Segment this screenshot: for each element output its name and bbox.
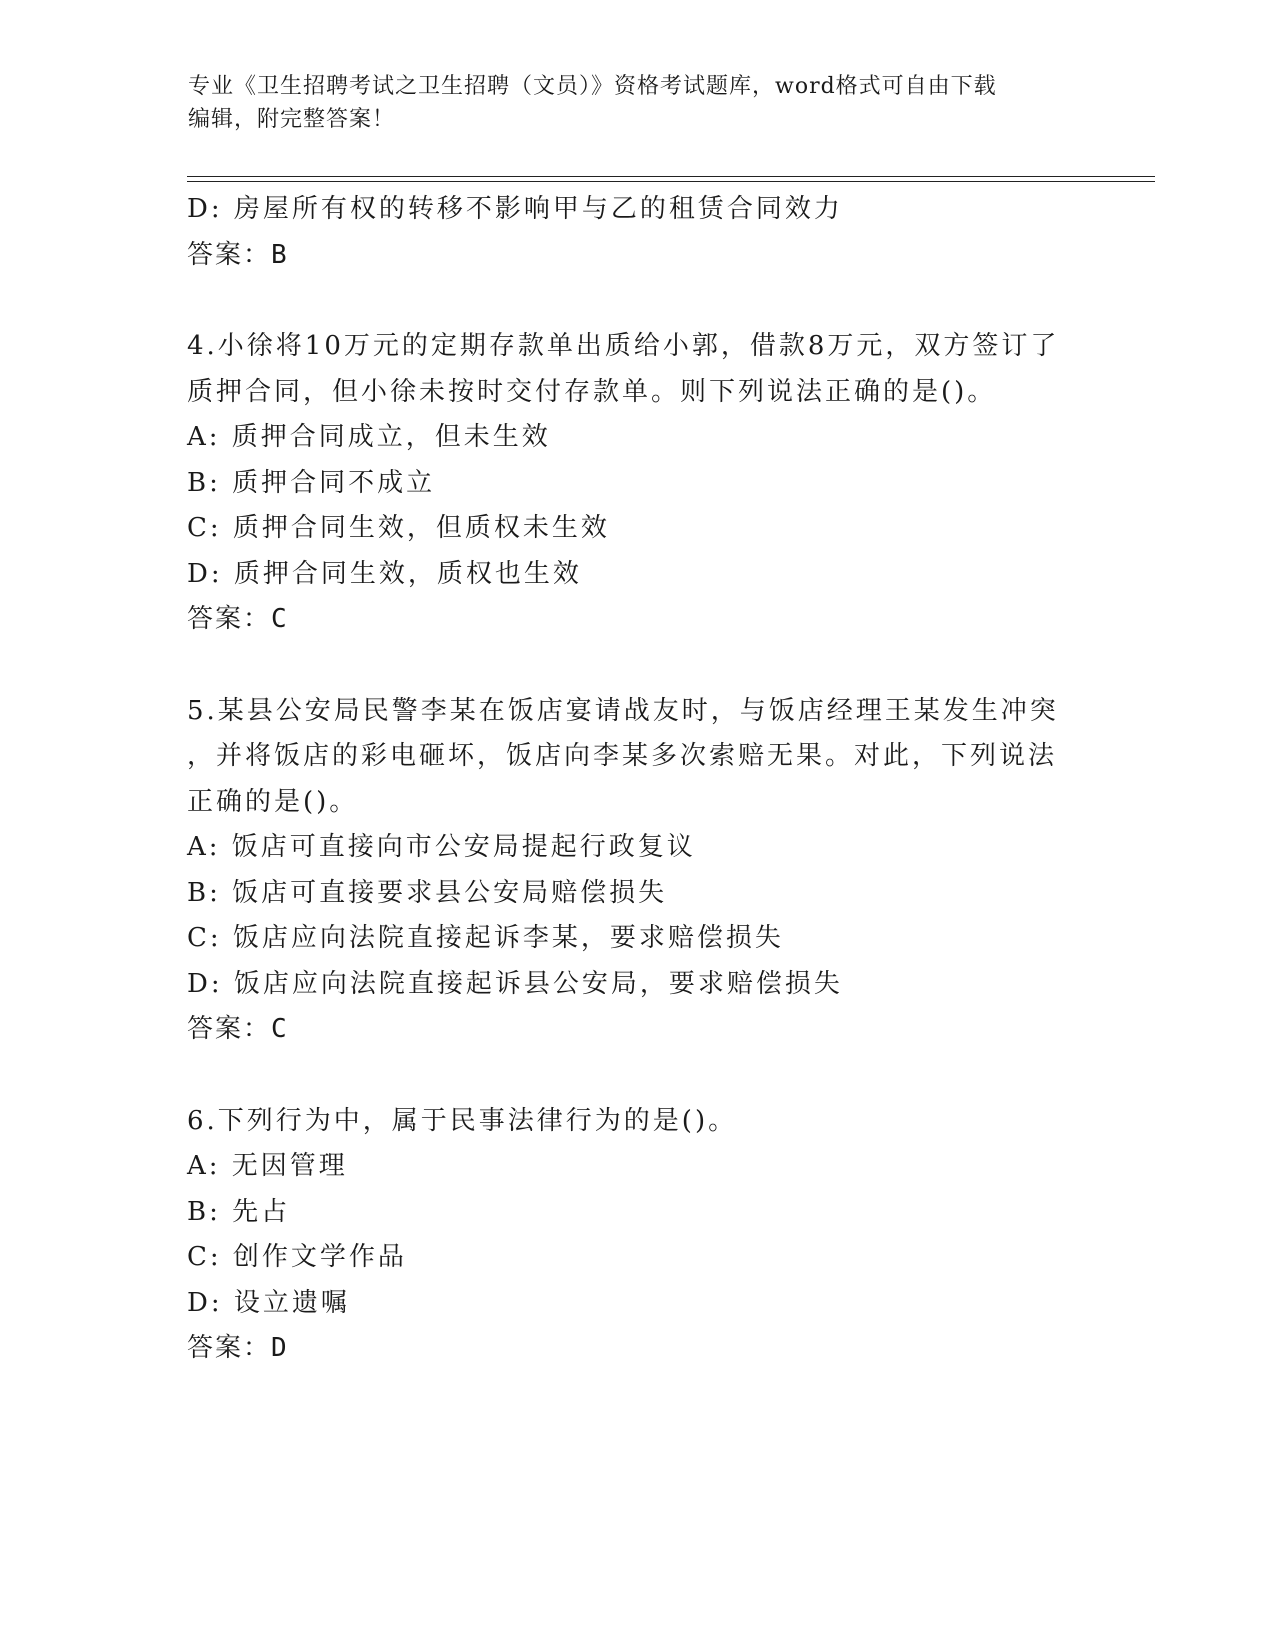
question-5-text-line-2: ，并将饭店的彩电砸坏，饭店向李某多次索赔无果。对此，下列说法 xyxy=(187,741,1058,771)
question-4-option-a: A: 质押合同成立，但未生效 xyxy=(187,422,551,452)
answer-label: 答案： xyxy=(187,239,272,270)
header-divider-top xyxy=(187,176,1155,177)
question-6-text-line-1: 6.下列行为中，属于民事法律行为的是()。 xyxy=(187,1105,738,1136)
header-divider-bottom xyxy=(187,181,1155,182)
question-5-answer xyxy=(187,1007,1087,1053)
question-6-option-b: B: 先占 xyxy=(187,1196,291,1227)
question-6-option-d: D: 设立遗嘱 xyxy=(187,1287,350,1318)
question-4-answer xyxy=(187,597,1087,643)
answer-prev xyxy=(187,233,1087,279)
answer-label: 答案： xyxy=(187,1014,272,1044)
question-6 xyxy=(187,1099,1087,1372)
answer-value: B xyxy=(271,239,289,270)
document-header xyxy=(188,70,1088,136)
question-4-option-c: C: 质押合同生效，但质权未生效 xyxy=(187,513,610,543)
question-5-text-line-3: 正确的是()。 xyxy=(187,786,359,817)
answer-label: 答案： xyxy=(187,604,272,634)
question-5-option-c: C: 饭店应向法院直接起诉李某，要求赔偿损失 xyxy=(187,923,784,953)
header-line-2: 编辑，附完整答案！ xyxy=(188,107,396,132)
question-6-option-c: C: 创作文学作品 xyxy=(187,1242,407,1272)
answer-value: D xyxy=(271,1333,289,1363)
option-d-prev: D: 房屋所有权的转移不影响甲与乙的租赁合同效力 xyxy=(187,194,843,224)
question-4-text-line-1: 4.小徐将10万元的定期存款单出质给小郭，借款8万元，双方签订了 xyxy=(187,331,1060,361)
spacer xyxy=(187,278,1087,324)
question-5-option-a: A: 饭店可直接向市公安局提起行政复议 xyxy=(187,832,696,862)
question-4-option-d: D: 质押合同生效，质权也生效 xyxy=(187,558,582,589)
spacer xyxy=(187,1053,1087,1099)
question-4-option-b: B: 质押合同不成立 xyxy=(187,467,436,498)
question-6-answer xyxy=(187,1326,1087,1372)
header-line-1: 专业《卫生招聘考试之卫生招聘（文员）》资格考试题库，word格式可自由下载 xyxy=(188,74,997,99)
question-6-option-a: A: 无因管理 xyxy=(187,1151,348,1181)
question-5-option-d: D: 饭店应向法院直接起诉县公安局，要求赔偿损失 xyxy=(187,968,843,999)
answer-label: 答案： xyxy=(187,1333,272,1363)
question-5-option-b: B: 饭店可直接要求县公安局赔偿损失 xyxy=(187,877,668,908)
answer-value: C xyxy=(271,604,289,634)
answer-value: C xyxy=(271,1014,289,1044)
question-4 xyxy=(187,324,1087,643)
question-4-text-line-2: 质押合同，但小徐未按时交付存款单。则下列说法正确的是()。 xyxy=(187,376,997,407)
question-5-text-line-1: 5.某县公安局民警李某在饭店宴请战友时，与饭店经理王某发生冲突 xyxy=(187,695,1059,726)
question-5 xyxy=(187,689,1087,1053)
question-content xyxy=(187,187,1087,1372)
spacer xyxy=(187,643,1087,689)
